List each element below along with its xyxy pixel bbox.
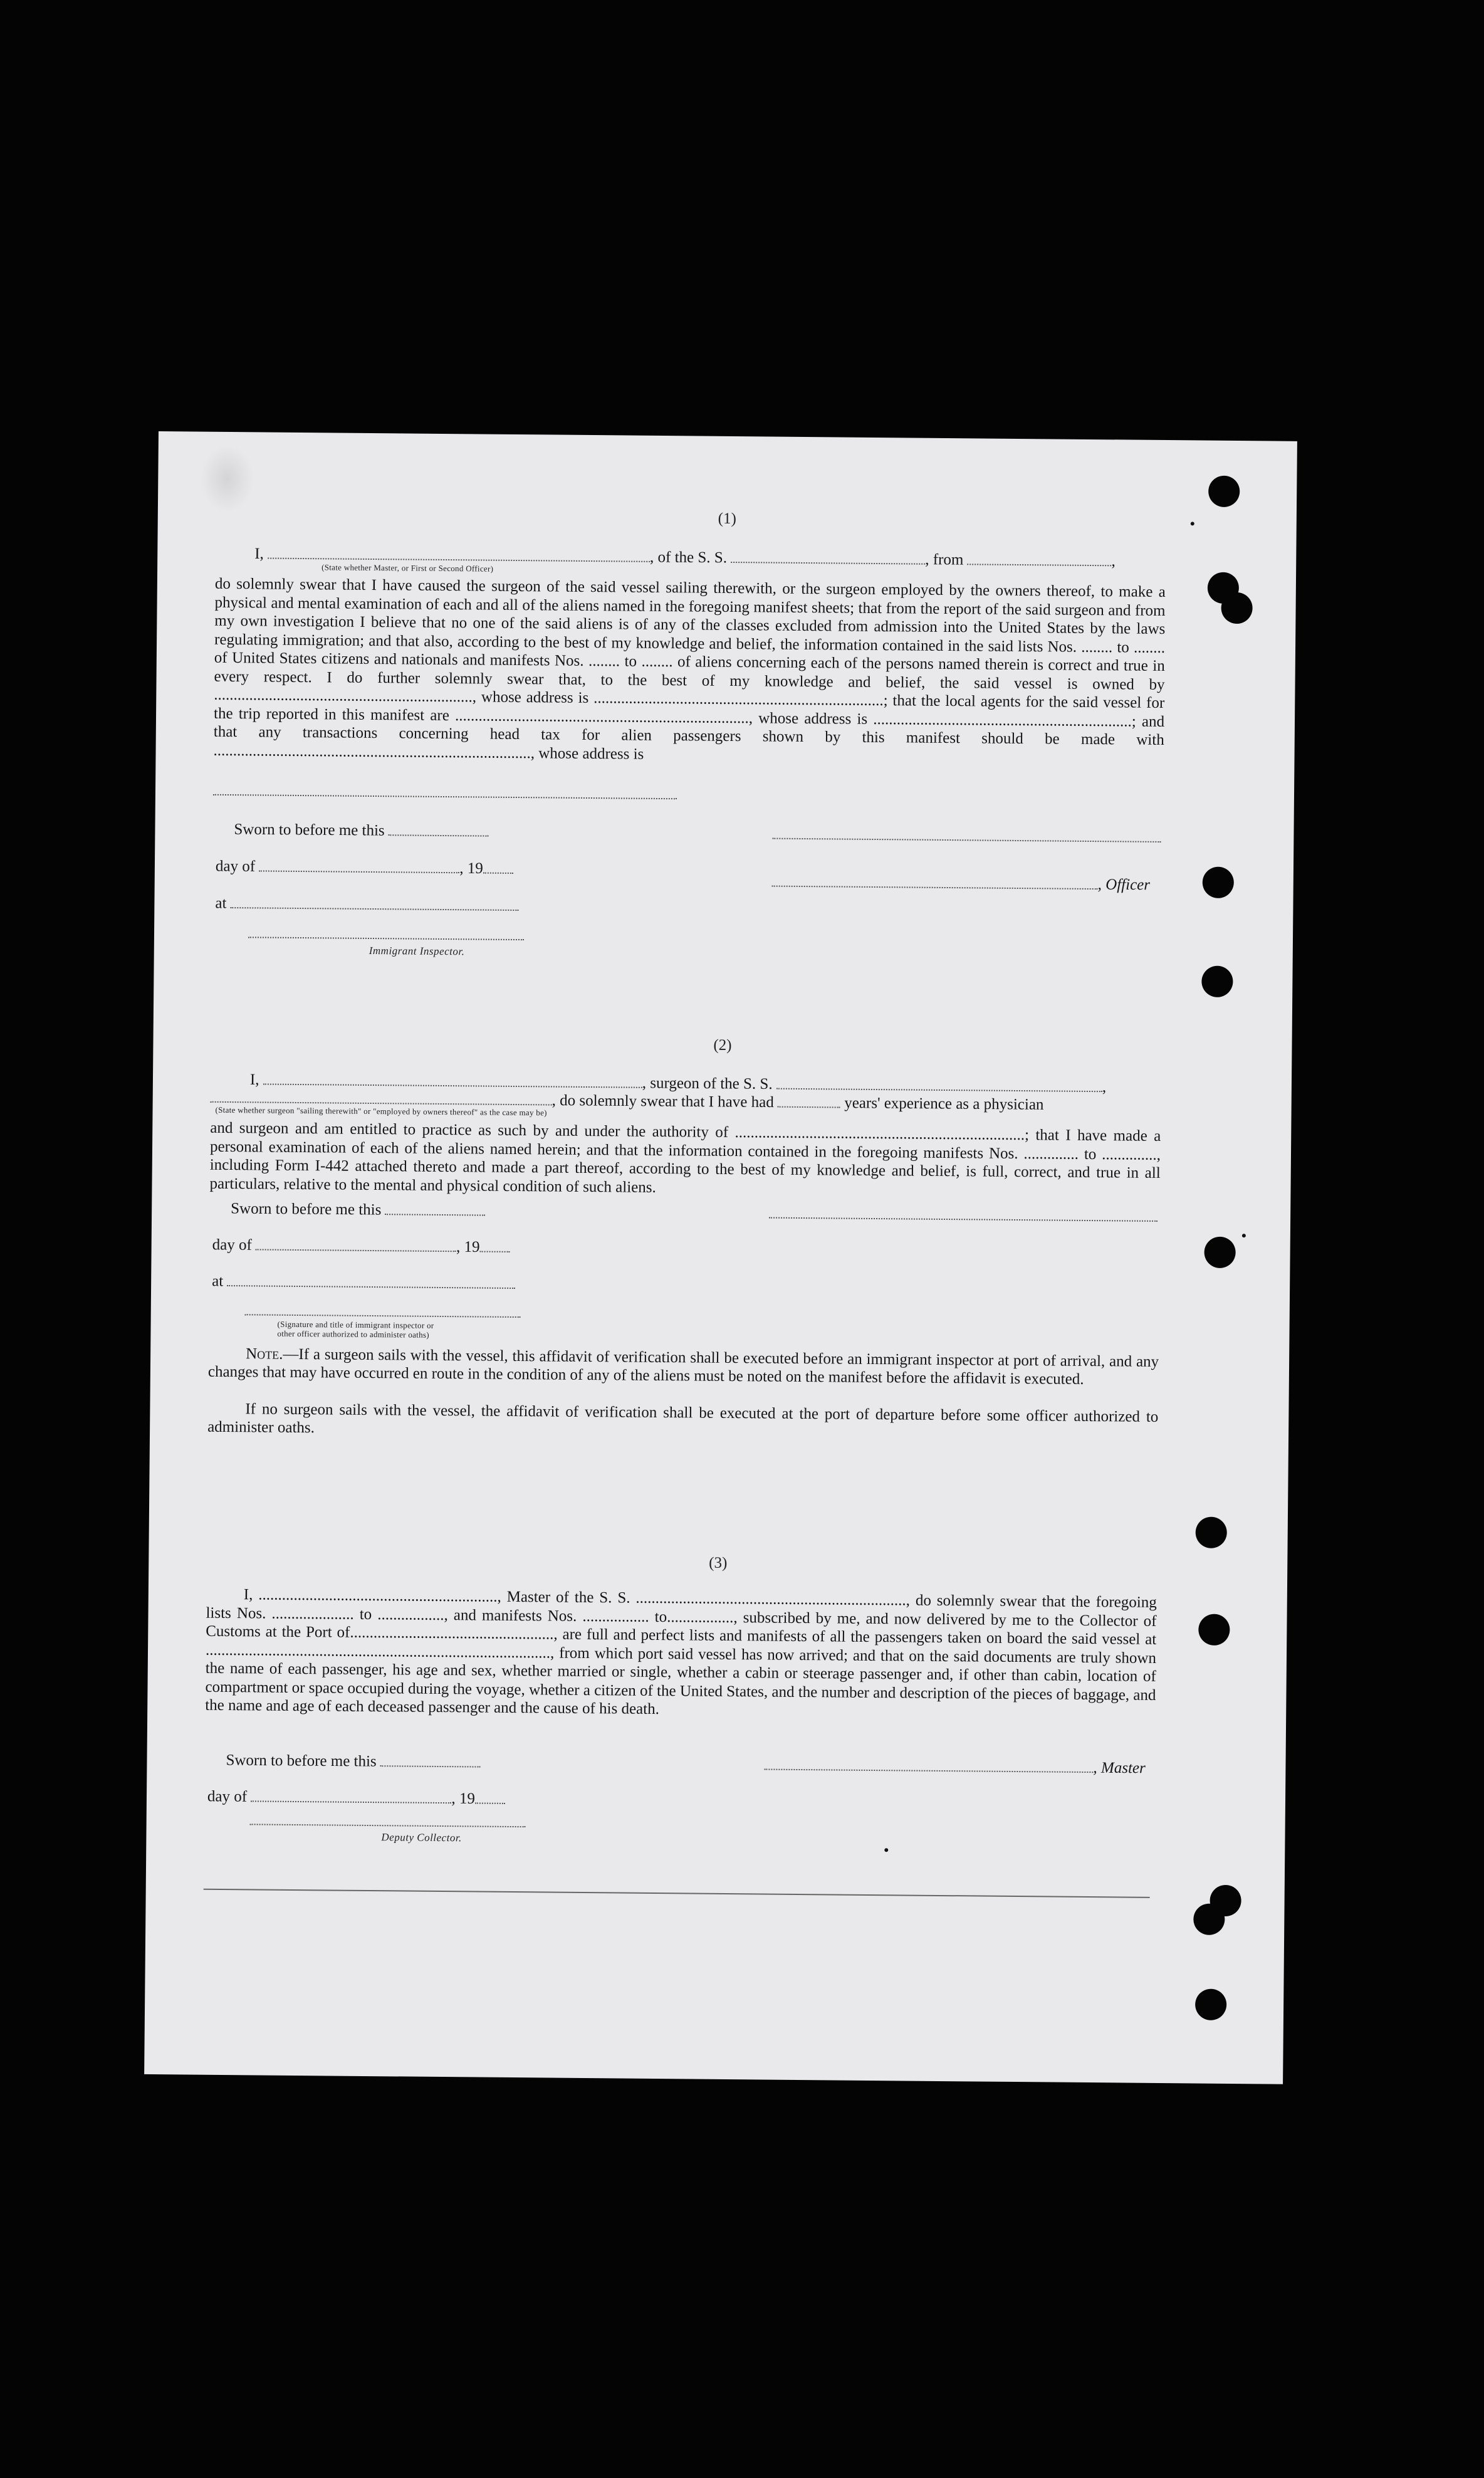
section-1-inspector-line (248, 937, 524, 940)
section-2-witness-caption-2: other officer authorized to administer oaths) (277, 1328, 430, 1340)
section-1-officer: , Officer (772, 871, 1151, 895)
section-3-day-of: day of , 19 (207, 1786, 505, 1809)
section-2-sworn: Sworn to before me this (231, 1198, 486, 1220)
section-2-signature-line (769, 1217, 1157, 1222)
speck (1242, 1234, 1246, 1237)
punch-hole (1204, 1237, 1235, 1268)
section-1-number: (1) (718, 510, 737, 528)
section-2-witness-caption-1: (Signature and title of immigrant inspector or (277, 1319, 434, 1330)
section-1-body: do solemnly swear that I have caused the surgeon of the said vessel sailing therewith, or the surgeon employed by the owners thereof, to make a physical and mental examination of each and all of the aliens named in the foregoing manifest sheets; that from the report of the said surgeon and from my own investigation I believe that no one of the said aliens is of any of the classes excluded from admission into the United States by the laws regulating immigration; and that also, according to the best of my knowledge and belief, the information contained in the said lists Nos. ........ to ........ of United States citizens and nationals and manifests Nos. ........ to ........ of aliens concerning each of the persons named therein is correct and true in every respect. I do further solemnly swear that, to the best of my knowledge and belief, the said vessel is owned by .................................................................., whose address is ..........................................................................; that the local agents for the said vessel for the trip reported in this manifest are ..........................................................................., whose address is ..................................................................; and that any transactions concerning head tax for alien passengers shown by this manifest should be made with ................................................................................., whose address is (213, 575, 1166, 763)
section-1-inspector-caption: Immigrant Inspector. (368, 944, 465, 958)
section-1-at: at (215, 893, 519, 915)
punch-hole (1198, 1614, 1230, 1646)
section-1-hint: (State whether Master, or First or Second Officer) (321, 562, 494, 574)
punch-hole (1221, 592, 1252, 624)
section-3-collector-caption: Deputy Collector. (381, 1831, 462, 1844)
section-2-day-of: day of , 19 (212, 1234, 510, 1257)
section-2-hint: (State whether surgeon "sailing therewith" or "employed by owners thereof" as the case may be) (215, 1105, 547, 1118)
section-2-note-2: If no surgeon sails with the vessel, the affidavit of verification shall be executed at the port of departure before some officer authorized to administer oaths. (207, 1400, 1159, 1437)
section-3-collector-line (250, 1824, 526, 1827)
punch-hole (1203, 867, 1234, 898)
note-label: Note. (246, 1345, 283, 1363)
section-2-second-line: , do solemnly swear that I have had years' experience as a physician (211, 1087, 1044, 1114)
punch-hole (1195, 1989, 1226, 2020)
document-page (144, 431, 1297, 2084)
section-1-sworn: Sworn to before me this (234, 819, 489, 841)
section-1-day-of: day of , 19 (216, 856, 513, 878)
section-2-note: Note.—If a surgeon sails with the vessel, this affidavit of verification shall be executed before an immigrant inspector at port of arrival, and any changes that may have occurred en route in the condition of any of the aliens must be noted on the manifest before the affidavit is executed. (207, 1345, 1159, 1388)
punch-hole (1193, 1904, 1225, 1935)
section-1-first-line: I, , of the S. S. , from , (254, 543, 1116, 570)
section-2-at: at (212, 1271, 516, 1293)
section-3-body: I, ............................................................., Master of the S. S. ....................................................................., do solemnly swear that the foregoing lists Nos. ..................... to ................., and manifests Nos. ................. to................., subscribed by me, and now delivered by me to the Collector of Customs at the Port of...................................................., are full and perfect lists and manifests of all the passengers taken on board the said vessel at ........................................................................................, from which port said vessel has now arrived; and that on the said documents are truly shown the name of each passenger, his age and sex, whether married or single, whether a cabin or steerage passenger and, if other than cabin, location of compartment or space occupied during the voyage, whether a citizen of the United States, and the number and description of the pieces of baggage, and the name and age of each deceased passenger and the cause of his death. (205, 1586, 1157, 1718)
section-2-witness-line (245, 1314, 521, 1318)
punch-hole (1196, 1517, 1227, 1548)
speck (884, 1848, 888, 1852)
section-2-first-line: I, , surgeon of the S. S. , (250, 1069, 1106, 1096)
punch-hole (1201, 966, 1233, 997)
section-3-number: (3) (709, 1554, 728, 1572)
punch-hole (1208, 476, 1240, 507)
section-2-body: and surgeon and am entitled to practice as such by and under the authority of ..........................................................................; that I have made a personal examination of each of the aliens named herein; and that the information contained in the foregoing manifests Nos. .............. to .............., including Form I-442 attached thereto and made a part thereof, according to the best of my knowledge and belief, is full, correct, and true in all particulars, relative to the mental and physical condition of such aliens. (209, 1119, 1161, 1196)
section-2-number: (2) (713, 1036, 732, 1054)
section-3-sworn: Sworn to before me this (226, 1750, 481, 1772)
section-1-address-line (213, 794, 677, 799)
bottom-divider (204, 1889, 1150, 1898)
section-3-master: , Master (764, 1755, 1146, 1778)
section-1-signature-line (772, 838, 1161, 843)
faded-stamp (202, 448, 253, 511)
